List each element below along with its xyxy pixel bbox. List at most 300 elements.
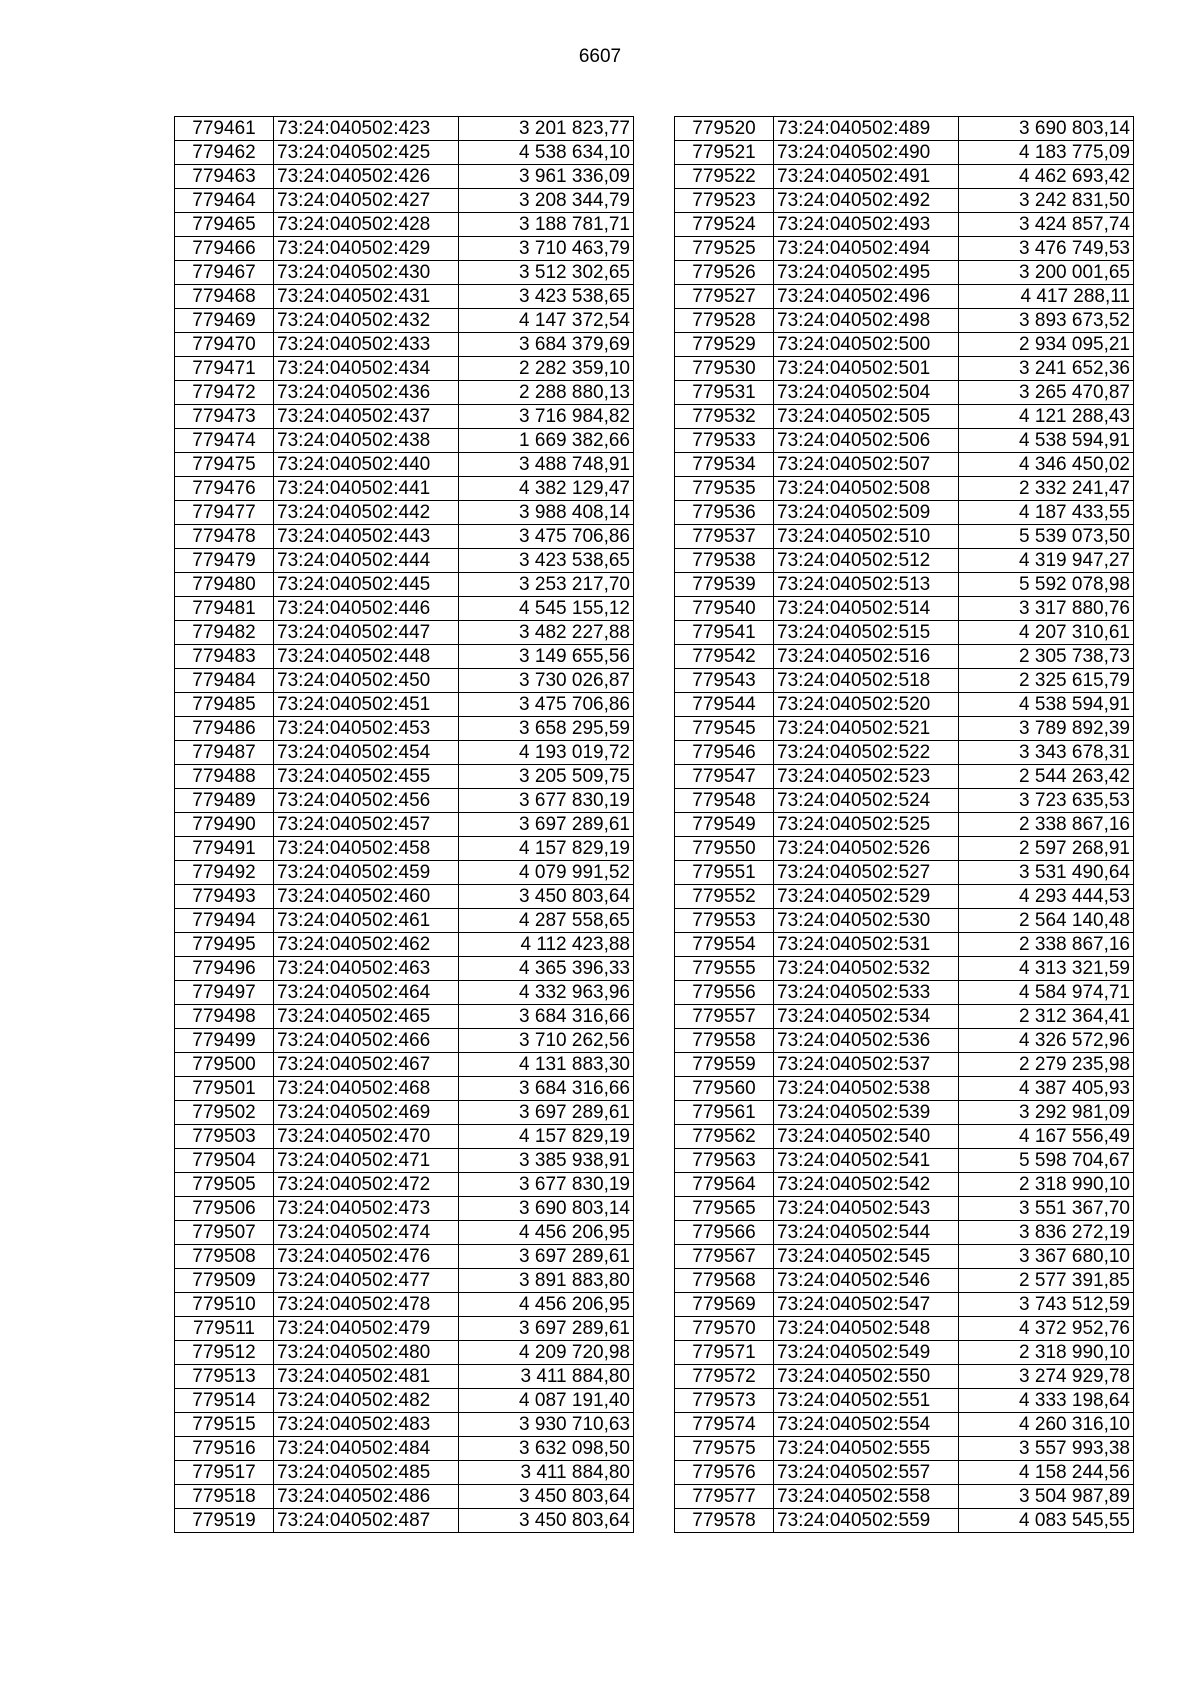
cadastral-number-cell: 73:24:040502:482 [274,1389,459,1413]
cadastral-number-cell: 73:24:040502:453 [274,717,459,741]
cadastral-number-cell: 73:24:040502:496 [774,285,959,309]
value-cell: 3 531 490,64 [959,861,1134,885]
row-number-cell: 779553 [675,909,774,933]
row-number-cell: 779562 [675,1125,774,1149]
row-number-cell: 779507 [175,1221,274,1245]
table-row [175,501,634,525]
cadastral-number-cell: 73:24:040502:476 [274,1245,459,1269]
value-cell: 4 293 444,53 [959,885,1134,909]
cadastral-number-cell: 73:24:040502:558 [774,1485,959,1509]
value-cell: 2 564 140,48 [959,909,1134,933]
cadastral-number-cell: 73:24:040502:500 [774,333,959,357]
row-number-cell: 779555 [675,957,774,981]
cadastral-number-cell: 73:24:040502:423 [274,117,459,141]
table-row [175,885,634,909]
cadastral-number-cell: 73:24:040502:514 [774,597,959,621]
value-cell: 3 411 884,80 [459,1461,634,1485]
cadastral-number-cell: 73:24:040502:458 [274,837,459,861]
cadastral-number-cell: 73:24:040502:505 [774,405,959,429]
cadastral-number-cell: 73:24:040502:491 [774,165,959,189]
row-number-cell: 779539 [675,573,774,597]
row-number-cell: 779476 [175,477,274,501]
cadastral-number-cell: 73:24:040502:531 [774,933,959,957]
cadastral-number-cell: 73:24:040502:473 [274,1197,459,1221]
value-cell: 3 710 262,56 [459,1029,634,1053]
value-cell: 3 504 987,89 [959,1485,1134,1509]
cadastral-number-cell: 73:24:040502:474 [274,1221,459,1245]
value-cell: 3 317 880,76 [959,597,1134,621]
cadastral-number-cell: 73:24:040502:515 [774,621,959,645]
value-cell: 3 475 706,86 [459,525,634,549]
table-row [175,1005,634,1029]
table-row [175,621,634,645]
row-number-cell: 779468 [175,285,274,309]
table-row [175,1221,634,1245]
row-number-cell: 779473 [175,405,274,429]
row-number-cell: 779537 [675,525,774,549]
row-number-cell: 779560 [675,1077,774,1101]
value-cell: 4 346 450,02 [959,453,1134,477]
value-cell: 2 332 241,47 [959,477,1134,501]
value-cell: 3 690 803,14 [959,117,1134,141]
table-row [675,1125,1134,1149]
row-number-cell: 779558 [675,1029,774,1053]
table-row [175,693,634,717]
row-number-cell: 779472 [175,381,274,405]
table-row [675,477,1134,501]
row-number-cell: 779511 [175,1317,274,1341]
table-row [675,309,1134,333]
value-cell: 4 207 310,61 [959,621,1134,645]
value-cell: 2 338 867,16 [959,813,1134,837]
cadastral-number-cell: 73:24:040502:438 [274,429,459,453]
cadastral-number-cell: 73:24:040502:448 [274,645,459,669]
row-number-cell: 779496 [175,957,274,981]
value-cell: 4 187 433,55 [959,501,1134,525]
row-number-cell: 779559 [675,1053,774,1077]
row-number-cell: 779497 [175,981,274,1005]
row-number-cell: 779480 [175,573,274,597]
table-row [175,1509,634,1533]
table-row [675,1461,1134,1485]
table-row [675,717,1134,741]
cadastral-number-cell: 73:24:040502:442 [274,501,459,525]
cadastral-number-cell: 73:24:040502:549 [774,1341,959,1365]
value-cell: 3 988 408,14 [459,501,634,525]
row-number-cell: 779479 [175,549,274,573]
table-row [675,405,1134,429]
table-row [675,285,1134,309]
row-number-cell: 779540 [675,597,774,621]
cadastral-number-cell: 73:24:040502:445 [274,573,459,597]
table-row [675,141,1134,165]
cadastral-number-cell: 73:24:040502:481 [274,1365,459,1389]
table-row [175,981,634,1005]
row-number-cell: 779490 [175,813,274,837]
row-number-cell: 779554 [675,933,774,957]
cadastral-number-cell: 73:24:040502:470 [274,1125,459,1149]
row-number-cell: 779577 [675,1485,774,1509]
table-row [675,933,1134,957]
cadastral-number-cell: 73:24:040502:540 [774,1125,959,1149]
cadastral-number-cell: 73:24:040502:498 [774,309,959,333]
value-cell: 3 188 781,71 [459,213,634,237]
value-cell: 4 456 206,95 [459,1221,634,1245]
row-number-cell: 779508 [175,1245,274,1269]
table-row [675,357,1134,381]
table-row [175,1389,634,1413]
table-row [675,1389,1134,1413]
row-number-cell: 779512 [175,1341,274,1365]
table-row [175,1413,634,1437]
table-row [175,1293,634,1317]
table-row [675,333,1134,357]
row-number-cell: 779518 [175,1485,274,1509]
table-row [175,141,634,165]
cadastral-number-cell: 73:24:040502:450 [274,669,459,693]
value-cell: 3 677 830,19 [459,789,634,813]
cadastral-number-cell: 73:24:040502:501 [774,357,959,381]
cadastral-number-cell: 73:24:040502:440 [274,453,459,477]
cadastral-number-cell: 73:24:040502:539 [774,1101,959,1125]
cadastral-number-cell: 73:24:040502:430 [274,261,459,285]
value-cell: 2 305 738,73 [959,645,1134,669]
table-row [675,693,1134,717]
table-row [675,1173,1134,1197]
value-cell: 2 318 990,10 [959,1341,1134,1365]
table-row [175,1269,634,1293]
cadastral-number-cell: 73:24:040502:544 [774,1221,959,1245]
row-number-cell: 779494 [175,909,274,933]
table-row [175,645,634,669]
value-cell: 4 584 974,71 [959,981,1134,1005]
row-number-cell: 779572 [675,1365,774,1389]
row-number-cell: 779504 [175,1149,274,1173]
table-row [175,1029,634,1053]
cadastral-number-cell: 73:24:040502:441 [274,477,459,501]
cadastral-number-cell: 73:24:040502:427 [274,189,459,213]
value-cell: 3 789 892,39 [959,717,1134,741]
table-row [675,1413,1134,1437]
cadastral-number-cell: 73:24:040502:437 [274,405,459,429]
cadastral-number-cell: 73:24:040502:542 [774,1173,959,1197]
table-row [175,1125,634,1149]
cadastral-number-cell: 73:24:040502:492 [774,189,959,213]
value-cell: 3 723 635,53 [959,789,1134,813]
registry-table-right [674,116,1134,1533]
cadastral-number-cell: 73:24:040502:494 [774,237,959,261]
table-row [675,261,1134,285]
value-cell: 3 450 803,64 [459,1485,634,1509]
value-cell: 3 482 227,88 [459,621,634,645]
table-row [675,1245,1134,1269]
table-row [675,621,1134,645]
cadastral-number-cell: 73:24:040502:451 [274,693,459,717]
row-number-cell: 779567 [675,1245,774,1269]
table-row [175,957,634,981]
row-number-cell: 779482 [175,621,274,645]
value-cell: 4 157 829,19 [459,1125,634,1149]
row-number-cell: 779544 [675,693,774,717]
value-cell: 2 279 235,98 [959,1053,1134,1077]
row-number-cell: 779513 [175,1365,274,1389]
row-number-cell: 779527 [675,285,774,309]
row-number-cell: 779465 [175,213,274,237]
table-row [175,525,634,549]
cadastral-number-cell: 73:24:040502:495 [774,261,959,285]
row-number-cell: 779524 [675,213,774,237]
value-cell: 4 157 829,19 [459,837,634,861]
table-row [675,789,1134,813]
table-row [675,1365,1134,1389]
row-number-cell: 779515 [175,1413,274,1437]
value-cell: 5 598 704,67 [959,1149,1134,1173]
row-number-cell: 779566 [675,1221,774,1245]
table-row [675,381,1134,405]
cadastral-number-cell: 73:24:040502:457 [274,813,459,837]
table-row [175,309,634,333]
table-row [675,765,1134,789]
cadastral-number-cell: 73:24:040502:432 [274,309,459,333]
value-cell: 3 697 289,61 [459,1245,634,1269]
value-cell: 3 891 883,80 [459,1269,634,1293]
value-cell: 2 325 615,79 [959,669,1134,693]
row-number-cell: 779501 [175,1077,274,1101]
cadastral-number-cell: 73:24:040502:525 [774,813,959,837]
value-cell: 3 658 295,59 [459,717,634,741]
value-cell: 2 338 867,16 [959,933,1134,957]
row-number-cell: 779483 [175,645,274,669]
cadastral-number-cell: 73:24:040502:489 [774,117,959,141]
value-cell: 2 577 391,85 [959,1269,1134,1293]
row-number-cell: 779530 [675,357,774,381]
table-row [175,765,634,789]
row-number-cell: 779492 [175,861,274,885]
table-row [675,1317,1134,1341]
cadastral-number-cell: 73:24:040502:465 [274,1005,459,1029]
table-row [675,1029,1134,1053]
value-cell: 3 512 302,65 [459,261,634,285]
row-number-cell: 779475 [175,453,274,477]
row-number-cell: 779489 [175,789,274,813]
cadastral-number-cell: 73:24:040502:486 [274,1485,459,1509]
row-number-cell: 779488 [175,765,274,789]
row-number-cell: 779531 [675,381,774,405]
cadastral-number-cell: 73:24:040502:490 [774,141,959,165]
row-number-cell: 779462 [175,141,274,165]
row-number-cell: 779536 [675,501,774,525]
value-cell: 4 158 244,56 [959,1461,1134,1485]
row-number-cell: 779538 [675,549,774,573]
row-number-cell: 779568 [675,1269,774,1293]
row-number-cell: 779498 [175,1005,274,1029]
table-row [675,213,1134,237]
value-cell: 3 743 512,59 [959,1293,1134,1317]
value-cell: 4 209 720,98 [459,1341,634,1365]
value-cell: 3 684 316,66 [459,1077,634,1101]
row-number-cell: 779541 [675,621,774,645]
table-row [675,525,1134,549]
table-row [675,885,1134,909]
cadastral-number-cell: 73:24:040502:557 [774,1461,959,1485]
row-number-cell: 779463 [175,165,274,189]
table-row [175,285,634,309]
table-row [175,429,634,453]
row-number-cell: 779464 [175,189,274,213]
row-number-cell: 779556 [675,981,774,1005]
value-cell: 3 697 289,61 [459,1317,634,1341]
row-number-cell: 779493 [175,885,274,909]
cadastral-number-cell: 73:24:040502:537 [774,1053,959,1077]
value-cell: 4 332 963,96 [459,981,634,1005]
cadastral-number-cell: 73:24:040502:484 [274,1437,459,1461]
cadastral-number-cell: 73:24:040502:546 [774,1269,959,1293]
table-row [675,1437,1134,1461]
table-row [175,909,634,933]
row-number-cell: 779500 [175,1053,274,1077]
row-number-cell: 779533 [675,429,774,453]
value-cell: 3 205 509,75 [459,765,634,789]
row-number-cell: 779509 [175,1269,274,1293]
cadastral-number-cell: 73:24:040502:512 [774,549,959,573]
cadastral-number-cell: 73:24:040502:521 [774,717,959,741]
value-cell: 2 288 880,13 [459,381,634,405]
row-number-cell: 779466 [175,237,274,261]
row-number-cell: 779520 [675,117,774,141]
row-number-cell: 779564 [675,1173,774,1197]
cadastral-number-cell: 73:24:040502:468 [274,1077,459,1101]
cadastral-number-cell: 73:24:040502:547 [774,1293,959,1317]
row-number-cell: 779528 [675,309,774,333]
cadastral-number-cell: 73:24:040502:533 [774,981,959,1005]
row-number-cell: 779469 [175,309,274,333]
table-row [175,213,634,237]
cadastral-number-cell: 73:24:040502:443 [274,525,459,549]
table-row [175,165,634,189]
table-row [175,117,634,141]
cadastral-number-cell: 73:24:040502:545 [774,1245,959,1269]
table-row [175,1485,634,1509]
value-cell: 2 544 263,42 [959,765,1134,789]
cadastral-number-cell: 73:24:040502:504 [774,381,959,405]
cadastral-number-cell: 73:24:040502:532 [774,957,959,981]
table-row [175,357,634,381]
row-number-cell: 779574 [675,1413,774,1437]
row-number-cell: 779575 [675,1437,774,1461]
value-cell: 3 385 938,91 [459,1149,634,1173]
cadastral-number-cell: 73:24:040502:428 [274,213,459,237]
row-number-cell: 779532 [675,405,774,429]
value-cell: 3 697 289,61 [459,813,634,837]
table-row [175,669,634,693]
row-number-cell: 779547 [675,765,774,789]
cadastral-number-cell: 73:24:040502:454 [274,741,459,765]
value-cell: 3 343 678,31 [959,741,1134,765]
value-cell: 3 200 001,65 [959,261,1134,285]
value-cell: 4 372 952,76 [959,1317,1134,1341]
table-row [675,237,1134,261]
value-cell: 4 326 572,96 [959,1029,1134,1053]
table-row [675,981,1134,1005]
value-cell: 2 282 359,10 [459,357,634,381]
row-number-cell: 779481 [175,597,274,621]
table-row [175,333,634,357]
cadastral-number-cell: 73:24:040502:462 [274,933,459,957]
cadastral-number-cell: 73:24:040502:510 [774,525,959,549]
cadastral-number-cell: 73:24:040502:518 [774,669,959,693]
row-number-cell: 779529 [675,333,774,357]
table-row [175,1173,634,1197]
value-cell: 3 677 830,19 [459,1173,634,1197]
value-cell: 4 183 775,09 [959,141,1134,165]
value-cell: 5 592 078,98 [959,573,1134,597]
value-cell: 4 545 155,12 [459,597,634,621]
value-cell: 3 684 316,66 [459,1005,634,1029]
value-cell: 4 365 396,33 [459,957,634,981]
row-number-cell: 779535 [675,477,774,501]
value-cell: 4 079 991,52 [459,861,634,885]
cadastral-number-cell: 73:24:040502:551 [774,1389,959,1413]
table-row [175,1077,634,1101]
table-row [675,861,1134,885]
table-row [675,1269,1134,1293]
value-cell: 4 087 191,40 [459,1389,634,1413]
cadastral-number-cell: 73:24:040502:550 [774,1365,959,1389]
table-row [175,1053,634,1077]
value-cell: 4 167 556,49 [959,1125,1134,1149]
value-cell: 3 710 463,79 [459,237,634,261]
row-number-cell: 779571 [675,1341,774,1365]
cadastral-number-cell: 73:24:040502:520 [774,693,959,717]
row-number-cell: 779578 [675,1509,774,1533]
cadastral-number-cell: 73:24:040502:548 [774,1317,959,1341]
value-cell: 3 450 803,64 [459,1509,634,1533]
value-cell: 3 961 336,09 [459,165,634,189]
cadastral-number-cell: 73:24:040502:554 [774,1413,959,1437]
table-row [675,165,1134,189]
value-cell: 3 730 026,87 [459,669,634,693]
value-cell: 4 287 558,65 [459,909,634,933]
cadastral-number-cell: 73:24:040502:516 [774,645,959,669]
cadastral-number-cell: 73:24:040502:485 [274,1461,459,1485]
value-cell: 4 112 423,88 [459,933,634,957]
cadastral-number-cell: 73:24:040502:523 [774,765,959,789]
row-number-cell: 779484 [175,669,274,693]
row-number-cell: 779510 [175,1293,274,1317]
value-cell: 4 319 947,27 [959,549,1134,573]
value-cell: 3 557 993,38 [959,1437,1134,1461]
cadastral-number-cell: 73:24:040502:463 [274,957,459,981]
row-number-cell: 779470 [175,333,274,357]
table-row [675,501,1134,525]
cadastral-number-cell: 73:24:040502:507 [774,453,959,477]
cadastral-number-cell: 73:24:040502:487 [274,1509,459,1533]
row-number-cell: 779549 [675,813,774,837]
row-number-cell: 779495 [175,933,274,957]
table-row [175,453,634,477]
row-number-cell: 779502 [175,1101,274,1125]
value-cell: 4 538 594,91 [959,693,1134,717]
value-cell: 3 716 984,82 [459,405,634,429]
row-number-cell: 779516 [175,1437,274,1461]
table-row [175,237,634,261]
row-number-cell: 779523 [675,189,774,213]
cadastral-number-cell: 73:24:040502:536 [774,1029,959,1053]
cadastral-number-cell: 73:24:040502:466 [274,1029,459,1053]
row-number-cell: 779570 [675,1317,774,1341]
table-row [175,597,634,621]
value-cell: 3 253 217,70 [459,573,634,597]
